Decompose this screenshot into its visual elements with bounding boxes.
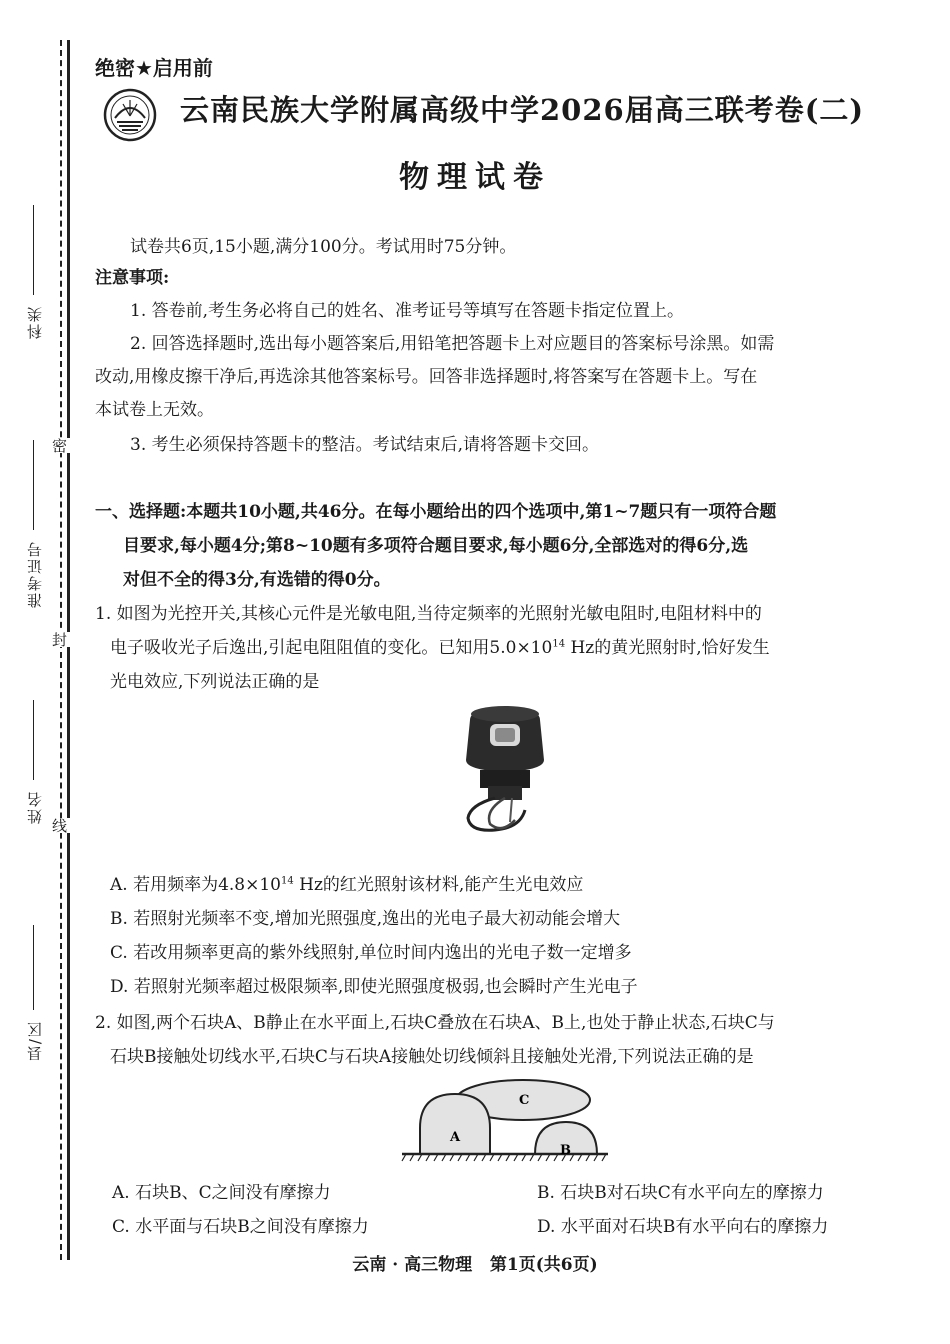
field-line-category — [33, 205, 34, 295]
section-1-line-1: 一、选择题:本题共10小题,共46分。在每小题给出的四个选项中,第1~7题只有一项符合题 — [95, 502, 777, 522]
field-label-exam-no: 准考证号 — [26, 540, 44, 608]
binding-solid-line — [67, 40, 70, 1260]
field-label-category: 科类 — [26, 305, 44, 339]
q1-option-d: D. 若照射光频率超过极限频率,即使光照强度极弱,也会瞬时产生光电子 — [110, 977, 638, 997]
q1-option-a: A. 若用频率为$4.8\times 10^{14}$ Hz的红光照射该材料,能产生光电效应 — [110, 875, 584, 895]
stones-figure — [400, 1068, 610, 1166]
seal-char-feng: 封 — [50, 632, 68, 647]
field-label-county: 县/区 — [26, 1020, 44, 1062]
school-title: 云南民族大学附属高级中学2026届高三联考卷(二) — [180, 93, 865, 127]
subject-title: 物理试卷 — [399, 160, 551, 195]
field-line-name — [33, 700, 34, 780]
q2-option-b: B. 石块B对石块C有水平向左的摩擦力 — [537, 1183, 824, 1203]
page-footer: 云南 · 高三物理 第1页(共6页) — [352, 1255, 598, 1275]
note-3: 3. 考生必须保持答题卡的整洁。考试结束后,请将答题卡交回。 — [130, 435, 600, 455]
note-2-line-1: 2. 回答选择题时,选出每小题答案后,用铅笔把答题卡上对应题目的答案标号涂黑。如需 — [130, 334, 775, 354]
stone-b-label: B — [560, 1143, 571, 1158]
notes-title: 注意事项: — [95, 268, 170, 288]
stone-c-label: C — [519, 1093, 530, 1108]
field-line-exam-no — [33, 440, 34, 530]
seal-char-mi: 密 — [50, 438, 68, 453]
note-2-line-3: 本试卷上无效。 — [95, 400, 214, 420]
binding-dashed-line — [60, 40, 62, 1260]
note-1: 1. 答卷前,考生务必将自己的姓名、准考证号等填写在答题卡指定位置上。 — [130, 301, 685, 321]
q2-option-c: C. 水平面与石块B之间没有摩擦力 — [112, 1217, 369, 1237]
stone-a-label: A — [450, 1130, 461, 1145]
field-label-name: 姓名 — [26, 790, 44, 824]
q2-line-2: 石块B接触处切线水平,石块C与石块A接触处切线倾斜且接触处光滑,下列说法正确的是 — [110, 1047, 754, 1067]
field-line-county — [33, 925, 34, 1010]
exam-summary: 试卷共6页,15小题,满分100分。考试用时75分钟。 — [130, 237, 517, 257]
q1-line-3: 光电效应,下列说法正确的是 — [110, 672, 320, 692]
seal-char-xian: 线 — [50, 818, 68, 833]
q1-option-b: B. 若照射光频率不变,增加光照强度,逸出的光电子最大初动能会增大 — [110, 909, 621, 929]
note-2-line-2: 改动,用橡皮擦干净后,再选涂其他答案标号。回答非选择题时,将答案写在答题卡上。写在 — [95, 367, 758, 387]
q1-line-2: 电子吸收光子后逸出,引起电阻阻值的变化。已知用$5.0\times 10^{14}$ Hz的黄光照射时,恰好发生 — [110, 638, 770, 658]
section-1-line-2: 目要求,每小题4分;第8~10题有多项符合题目要求,每小题6分,全部选对的得6分,选 — [123, 536, 749, 556]
q2-line-1: 2. 如图,两个石块A、B静止在水平面上,石块C叠放在石块A、B上,也处于静止状态,石块C与 — [95, 1013, 775, 1033]
q1-option-c: C. 若改用频率更高的紫外线照射,单位时间内逸出的光电子数一定增多 — [110, 943, 632, 963]
q1-line-1: 1. 如图为光控开关,其核心元件是光敏电阻,当待定频率的光照射光敏电阻时,电阻材料中的 — [95, 604, 762, 624]
q2-option-d: D. 水平面对石块B有水平向右的摩擦力 — [537, 1217, 829, 1237]
section-1-line-3: 对但不全的得3分,有选错的得0分。 — [123, 570, 391, 590]
secret-mark: 绝密★启用前 — [95, 56, 213, 80]
q2-option-a: A. 石块B、C之间没有摩擦力 — [112, 1183, 331, 1203]
light-control-switch-figure — [440, 700, 570, 845]
school-logo-icon — [103, 88, 157, 142]
